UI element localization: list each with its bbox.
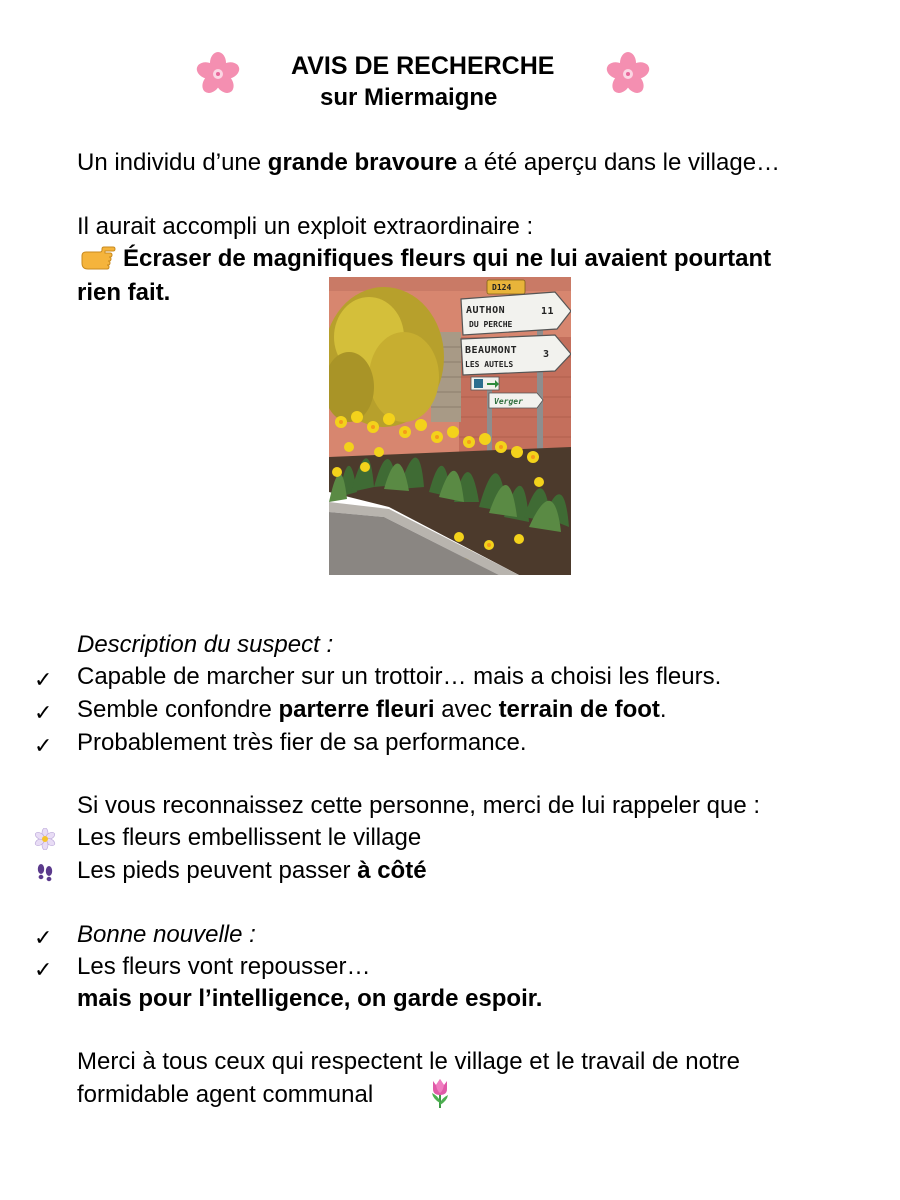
footprints-icon [34,861,56,883]
pointing-hand-icon [80,246,116,277]
closing-line-1: Merci à tous ceux qui respectent le village et le travail de notre [77,1048,741,1075]
good-news-heading: Bonne nouvelle : [77,921,256,948]
item2-mid: avec [434,696,499,723]
page-subtitle: sur Miermaigne [320,84,498,111]
reminder-item2-text: Les pieds peuvent passer [77,857,358,884]
pink-flower-icon-left [196,52,240,96]
exploit-intro: Il aurait accompli un exploit extraordinaire : [77,213,534,240]
intro-bold-text: grande bravoure [267,149,458,176]
description-item-2 [77,695,667,725]
daisy-flower-icon [34,828,56,850]
description-heading: Description du suspect : [77,631,334,658]
sign1-line1: AUTHON [466,305,506,316]
item2-bold-1: parterre fleuri [278,696,435,723]
check-mark-icon: ✓ [34,668,53,693]
pink-flower-icon-right [606,52,650,96]
sign3-text: Verger [494,397,523,406]
closing-line-2: formidable agent communal [77,1081,374,1108]
item2-end: . [659,696,667,723]
tulip-icon [428,1077,452,1114]
check-mark-icon: ✓ [34,926,53,951]
sign2-line2: LES AUTELS [465,360,514,369]
flowers-photo [329,277,571,575]
reminder-item2-bold: à côté [357,857,427,884]
sign2-distance: 3 [543,349,550,360]
reminder-intro: Si vous reconnaissez cette personne, merci de lui rappeler que : [77,792,761,819]
good-news-item-1: Les fleurs vont repousser… [77,953,371,980]
check-mark-icon: ✓ [34,734,53,759]
description-item-3: Probablement très fier de sa performance. [77,729,527,756]
sign2-line1: BEAUMONT [465,345,518,356]
exploit-line-2: rien fait. [77,279,171,306]
intro-paragraph [77,148,780,178]
exploit-line-1: Écraser de magnifiques fleurs qui ne lui avaient pourtant [123,245,772,272]
intro-text-end: a été aperçu dans le village… [457,149,781,176]
sign1-line2: DU PERCHE [469,320,513,329]
intro-text: Un individu d’une [77,149,268,176]
check-mark-icon: ✓ [34,958,53,983]
sign1-distance: 11 [541,306,555,317]
item2-text: Semble confondre [77,696,279,723]
reminder-item-1: Les fleurs embellissent le village [77,824,422,851]
check-mark-icon: ✓ [34,701,53,726]
good-news-item-2: mais pour l’intelligence, on garde espoir. [77,985,543,1012]
reminder-item-2 [77,856,427,886]
page-title: AVIS DE RECHERCHE [291,52,555,80]
description-item-1: Capable de marcher sur un trottoir… mais a choisi les fleurs. [77,663,722,690]
route-label: D124 [492,283,512,292]
item2-bold-2: terrain de foot [498,696,660,723]
